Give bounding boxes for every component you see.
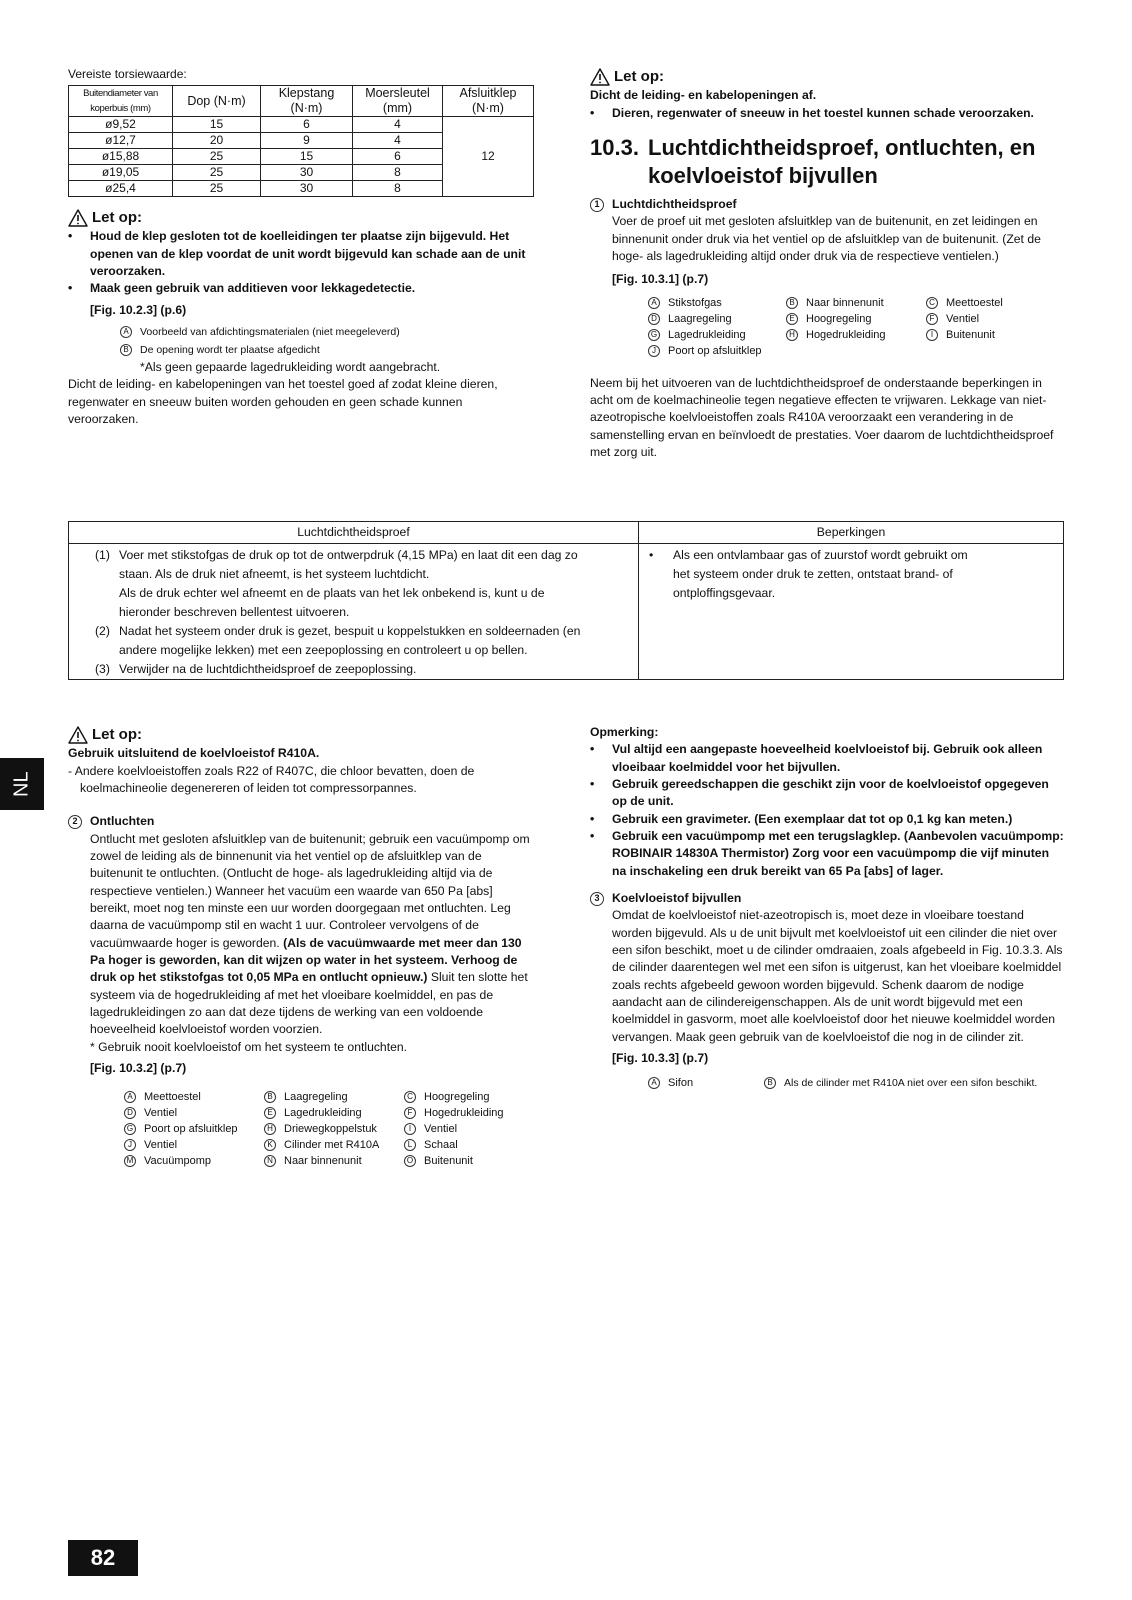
right-bottom-column — [590, 724, 1064, 1091]
warning-icon — [68, 726, 88, 744]
step-1-heading: 1 Luchtdichtheidsproef — [590, 196, 1064, 213]
fig-reference: [Fig. 10.3.1] (p.7) — [612, 272, 709, 287]
legend-item: A Stikstofgas — [648, 295, 786, 311]
page-number: 82 — [90, 1545, 116, 1571]
caution-heading: Let op: — [68, 724, 534, 745]
left-top-column — [68, 66, 534, 428]
table-cell: 9 — [261, 133, 353, 149]
table-cell: 15 — [173, 117, 261, 133]
step-2-text: Ontlucht met gesloten afsluitklep van de buitenunit; gebruik een vacuümpomp om zowel de leiding als de binnenunit via het ventiel op de afsluitklep van de buitenunit te ontluchten. (Ontlucht de hoge- als lagedrukleiding altijd via de respectieve ventielen.) Wanneer het vacuüm een waarde van 650 Pa [abs] bereikt, moet nog ten minste een uur worden doorgegaan met ontluchten. Leg daarna de vacuümpomp stil en wacht 1 uur. Controleer vervolgens of de vacuümwaarde hoger is geworden. (Als de vacuümwaarde met meer dan 130 Pa hoger is geworden, kan dit wijzen op water in het systeem. Verhoog de druk op het stikstofgas tot 0,05 MPa en ontlucht opnieuw.) Sluit ten slotte het systeem via de hogedrukleiding af met het vloeibare koelmiddel, en pas de lagedrukleidingen zo aan dat deze tijdens de werking van een voldoende hoeveelheid koelvloeistof worden voorzien. — [90, 831, 530, 1037]
caution-dash-line: - Andere koelvloeistoffen zoals R22 of R407C, die chloor bevatten, doen de — [68, 763, 475, 778]
restrictions-cell — [639, 544, 1064, 680]
table-cell: 4 — [353, 117, 443, 133]
warning-icon — [68, 209, 88, 227]
remark-bullet: • Gebruik gereedschappen die geschikt zijn voor de koelvloeistof opgegeven op de unit. — [590, 776, 1049, 809]
table-cell: 30 — [261, 165, 353, 181]
language-tab: NL — [0, 758, 44, 810]
legend-item: F Hogedrukleiding — [404, 1105, 544, 1121]
list-item: (3) Verwijder na de luchtdichtheidsproef de zeepoplossing. — [95, 662, 417, 676]
legend-item: J Poort op afsluitklep — [648, 343, 786, 359]
legend-item: I Ventiel — [404, 1121, 544, 1137]
table-cell: 25 — [173, 181, 261, 197]
list-item: • Als een ontvlambaar gas of zuurstof wordt gebruikt om het systeem onder druk te zetten, ontstaat brand- of ontploffingsgevaar. — [649, 548, 968, 600]
table-cell: 6 — [353, 149, 443, 165]
airtightness-table — [68, 521, 1064, 680]
legend-item: E Lagedrukleiding — [264, 1105, 404, 1121]
legend-item: O Buitenunit — [404, 1153, 544, 1169]
test-steps-cell — [69, 544, 639, 680]
table-cell: 15 — [261, 149, 353, 165]
torque-header-diameter: Buitendiameter van koperbuis (mm) — [69, 86, 173, 117]
legend-item: I Buitenunit — [926, 327, 1066, 343]
left-bottom-column — [68, 724, 534, 1169]
section-title: 10.3. Luchtdichtheidsproef, ontluchten, en koelvloeistof bijvullen — [590, 134, 1036, 188]
step-number: 3 — [590, 892, 604, 906]
remark-bullet: • Gebruik een vacuümpomp met een terugslagklep. (Aanbevolen vacuümpomp: ROBINAIR 14830A Thermistor) Zorg voor een vacuümpomp die vijf minuten na inschakeling een druk bereikt van 65 Pa [abs] of lager. — [590, 828, 1064, 878]
table-cell: 30 — [261, 181, 353, 197]
caution-line: Gebruik uitsluitend de koelvloeistof R410A. — [68, 746, 320, 761]
figure-legend — [120, 323, 534, 359]
fig-reference: [Fig. 10.3.2] (p.7) — [90, 1060, 187, 1075]
caution-heading: Let op: — [590, 66, 1064, 87]
table-cell: ø12,7 — [69, 133, 173, 149]
figure-legend — [124, 1089, 534, 1169]
legend-item: B De opening wordt ter plaatse afgedicht — [120, 341, 534, 359]
legend-item: F Ventiel — [926, 311, 1066, 327]
table-cell: 25 — [173, 149, 261, 165]
afsluitklep-value: 12 — [443, 117, 534, 197]
caution-bullet: • Maak geen gebruik van additieven voor lekkagedetectie. — [68, 281, 416, 296]
paragraph: Dicht de leiding- en kabelopeningen van het toestel goed af zodat kleine dieren, regenwater en sneeuw buiten worden gehouden en geen schade kunnen veroorzaken. — [68, 377, 498, 426]
table-cell: ø19,05 — [69, 165, 173, 181]
note: * Gebruik nooit koelvloeistof om het systeem te ontluchten. — [90, 1039, 408, 1054]
table-cell: 20 — [173, 133, 261, 149]
caution-heading: Let op: — [68, 207, 534, 228]
figure-legend — [648, 1075, 1064, 1091]
legend-item: E Hoogregeling — [786, 311, 926, 327]
list-item: (1) Voer met stikstofgas de druk op tot de ontwerpdruk (4,15 MPa) en laat dit een dag zo staan. Als de druk niet afneemt, is het systeem luchtdicht. Als de druk echter wel afneemt en de plaats van het lek onbekend is, kunt u de hieronder beschreven bellentest uitvoeren. — [95, 548, 578, 619]
legend-item: D Laagregeling — [648, 311, 786, 327]
legend-item: A Sifon — [648, 1075, 764, 1091]
table-cell: 4 — [353, 133, 443, 149]
legend-item: D Ventiel — [124, 1105, 264, 1121]
torque-header-dop: Dop (N·m) — [173, 86, 261, 117]
torque-label: Vereiste torsiewaarde: — [68, 67, 187, 81]
step-number: 1 — [590, 198, 604, 212]
legend-item: H Driewegkoppelstuk — [264, 1121, 404, 1137]
legend-item: K Cilinder met R410A — [264, 1137, 404, 1153]
legend-item: B Laagregeling — [264, 1089, 404, 1105]
legend-item: H Hogedrukleiding — [786, 327, 926, 343]
fig-reference: [Fig. 10.3.3] (p.7) — [612, 1050, 709, 1065]
torque-header-klepstang: Klepstang (N·m) — [261, 86, 353, 117]
caution-line: Dicht de leiding- en kabelopeningen af. — [590, 88, 817, 103]
column-header: Beperkingen — [639, 522, 1064, 544]
figure-legend — [648, 295, 1064, 359]
legend-item: G Lagedrukleiding — [648, 327, 786, 343]
legend-item: J Ventiel — [124, 1137, 264, 1153]
fig-reference: [Fig. 10.2.3] (p.6) — [90, 302, 187, 317]
list-item: (2) Nadat het systeem onder druk is gezet, bespuit u koppelstukken en soldeernaden (en andere mogelijke lekken) met een zeepoplossing en controleert u op bellen. — [95, 624, 581, 657]
table-cell: ø15,88 — [69, 149, 173, 165]
table-cell: ø25,4 — [69, 181, 173, 197]
table-cell: 6 — [261, 117, 353, 133]
caution-bullet: • Dieren, regenwater of sneeuw in het toestel kunnen schade veroorzaken. — [590, 105, 1034, 120]
step-1-text: Voer de proef uit met gesloten afsluitklep van de buitenunit, en zet leidingen en binnenunit onder druk via het ventiel op de afsluitklep van de buitenunit. (Zet de hoge- als lagedrukleiding altijd onder druk via de respectieve ventielen.) — [612, 214, 1041, 263]
step-3-heading: 3 Koelvloeistof bijvullen — [590, 890, 1064, 907]
warning-icon — [590, 68, 610, 86]
legend-item: M Vacuümpomp — [124, 1153, 264, 1169]
legend-item: N Naar binnenunit — [264, 1153, 404, 1169]
page-number-box — [68, 1540, 138, 1576]
remark-title: Opmerking: — [590, 725, 659, 739]
legend-item: B Als de cilinder met R410A niet over een sifon beschikt. — [764, 1075, 1064, 1091]
legend-item: L Schaal — [404, 1137, 544, 1153]
legend-item: C Hoogregeling — [404, 1089, 544, 1105]
caution-bullet: • Houd de klep gesloten tot de koelleidingen ter plaatse zijn bijgevuld. Het openen van de klep voordat de unit wordt bijgevuld kan schade aan de unit veroorzaken. — [68, 229, 526, 278]
table-cell: 8 — [353, 181, 443, 197]
remark-bullet: • Vul altijd een aangepaste hoeveelheid koelvloeistof bij. Gebruik ook alleen vloeibaar koelmiddel voor het bijvullen. — [590, 742, 1043, 774]
table-cell: 25 — [173, 165, 261, 181]
paragraph: Neem bij het uitvoeren van de luchtdichtheidsproef de onderstaande beperkingen in acht om de koelmachineolie tegen negatieve effecten te vrijwaren. Lekkage van niet-azeotropische koelvloeistoffen zoals R410A veroorzaakt een verandering in de samenstelling ervan en beïnvloedt de prestaties. Voer daarom de luchtdichtheidsproef met zorg uit. — [590, 375, 1054, 459]
torque-header-moersleutel: Moersleutel (mm) — [353, 86, 443, 117]
column-header: Luchtdichtheidsproef — [69, 522, 639, 544]
table-cell: ø9,52 — [69, 117, 173, 133]
note: *Als geen gepaarde lagedrukleiding wordt aangebracht. — [140, 359, 441, 374]
table-cell: 8 — [353, 165, 443, 181]
remark-bullet: • Gebruik een gravimeter. (Een exemplaar dat tot op 0,1 kg kan meten.) — [590, 811, 1013, 826]
step-3-text: Omdat de koelvloeistof niet-azeotropisch is, moet deze in vloeibare toestand worden bijgevuld. Als u de unit bijvult met koelvloeistof uit een cilinder die niet over een sifon beschikt, moet u de cilinder omdraaien, zoals afgebeeld in Fig. 10.3.3. Als de cilinder daarentegen wel met een sifon is uitgerust, kan het vloeibare koelmiddel zoals rechts afgebeeld gewoon worden bijgevuld. Schenk daarom de nodige aandacht aan de cilindereigenschappen. Als de unit wordt bijgevuld met een koelmiddel in gasvorm, moet alle koelvloeistof door het nieuwe koelmiddel worden vervangen. Maak geen gebruik van de koelvloeistof die nog in de cilinder zit. — [612, 908, 1063, 1044]
legend-item: B Naar binnenunit — [786, 295, 926, 311]
step-2-heading: 2 Ontluchten — [68, 813, 534, 830]
legend-item: A Voorbeeld van afdichtingsmaterialen (niet meegeleverd) — [120, 323, 534, 341]
table-row — [69, 117, 534, 133]
torque-table — [68, 85, 534, 197]
right-top-column — [590, 66, 1064, 461]
torque-header-afsluitklep: Afsluitklep (N·m) — [443, 86, 534, 117]
legend-item: G Poort op afsluitklep — [124, 1121, 264, 1137]
caution-dash-line: koelmachineolie degenereren of leiden tot compressorpannes. — [80, 780, 417, 795]
legend-item: A Meettoestel — [124, 1089, 264, 1105]
step-number: 2 — [68, 815, 82, 829]
legend-item: C Meettoestel — [926, 295, 1066, 311]
